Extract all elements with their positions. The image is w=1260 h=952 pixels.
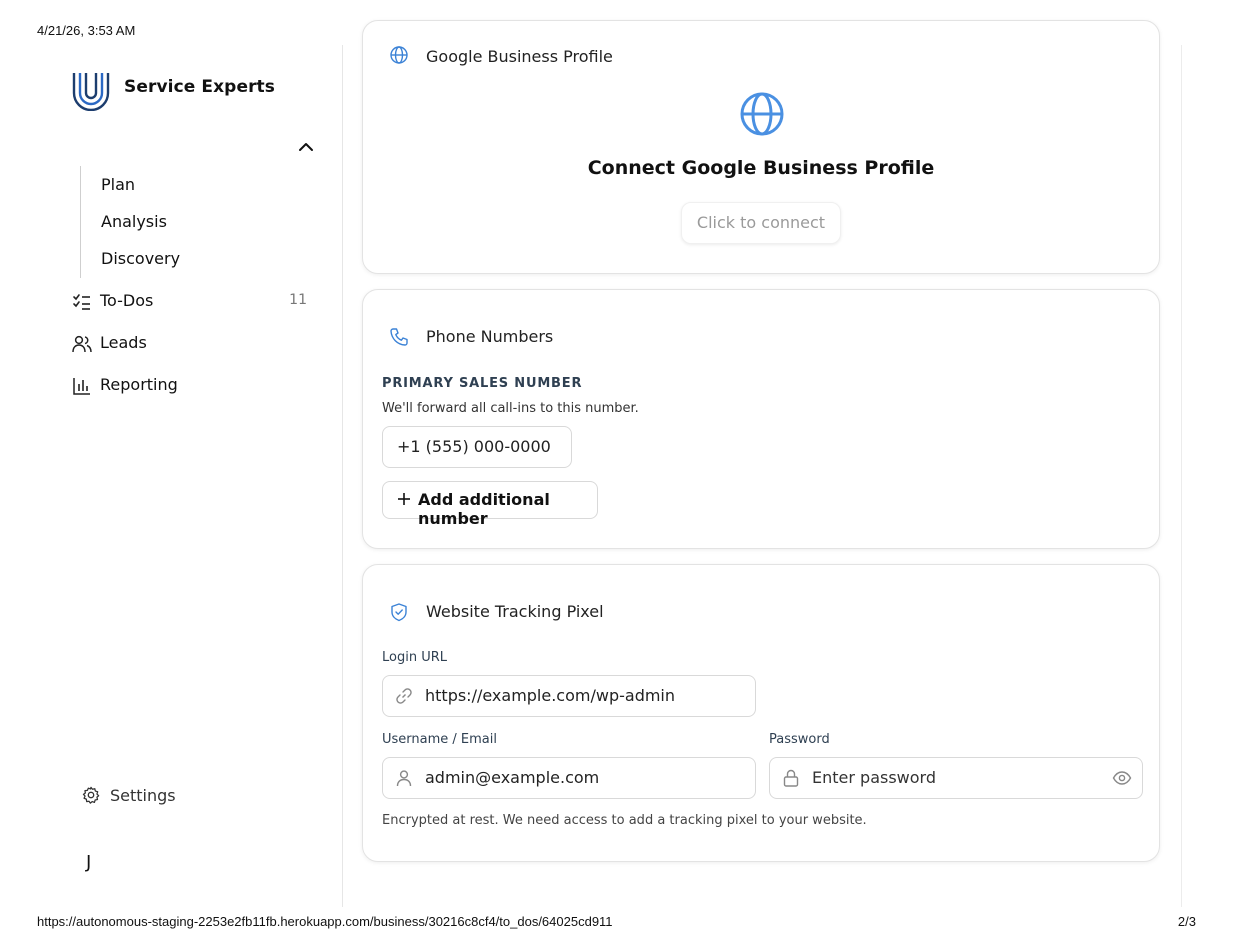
print-page-number: 2/3 xyxy=(1177,914,1196,929)
nav-item-todos[interactable] xyxy=(72,288,314,316)
click-to-connect-button[interactable]: Click to connect xyxy=(681,202,841,244)
checklist-icon xyxy=(72,292,92,312)
password-placeholder: Enter password xyxy=(812,768,936,787)
gear-icon xyxy=(82,786,100,804)
card-title: Phone Numbers xyxy=(426,327,554,346)
google-business-profile-card xyxy=(362,20,1160,274)
forwarding-help-text: We'll forward all call-ins to this number. xyxy=(382,401,639,416)
lock-icon xyxy=(781,768,801,788)
phone-numbers-card xyxy=(362,289,1160,549)
password-input[interactable] xyxy=(769,757,1143,799)
password-label: Password xyxy=(769,732,830,747)
login-url-value: https://example.com/wp-admin xyxy=(425,686,676,705)
nav-item-label: Leads xyxy=(100,333,147,352)
nav-item-leads[interactable] xyxy=(72,330,314,358)
brand-logo-icon xyxy=(72,71,110,111)
user-avatar[interactable]: J xyxy=(86,852,92,873)
add-additional-number-button[interactable] xyxy=(382,481,598,528)
username-value: admin@example.com xyxy=(425,768,600,787)
eye-icon[interactable] xyxy=(1112,768,1132,788)
primary-sales-number-label: PRIMARY SALES NUMBER xyxy=(382,376,583,391)
brand-name: Service Experts xyxy=(124,77,275,97)
encryption-note: Encrypted at rest. We need access to add a tracking pixel to your website. xyxy=(382,813,867,828)
sidebar xyxy=(0,45,343,907)
nav-item-label: Reporting xyxy=(100,375,178,394)
link-icon xyxy=(394,686,414,706)
users-icon xyxy=(72,334,92,354)
chevron-up-icon[interactable] xyxy=(297,139,315,155)
website-tracking-pixel-card xyxy=(362,564,1160,862)
subnav-item-plan[interactable]: Plan xyxy=(101,175,136,194)
print-url: https://autonomous-staging-2253e2fb11fb.herokuapp.com/business/30216c8cf4/to_dos/64025cd911 xyxy=(37,914,613,929)
username-input[interactable] xyxy=(382,757,756,799)
add-number-label: Add additional number xyxy=(418,490,550,528)
user-icon xyxy=(394,768,414,788)
username-label: Username / Email xyxy=(382,732,497,747)
subnav-item-discovery[interactable]: Discovery xyxy=(101,249,181,268)
login-url-label: Login URL xyxy=(382,650,447,665)
phone-icon xyxy=(389,327,409,347)
card-title: Google Business Profile xyxy=(426,47,613,66)
globe-large-icon xyxy=(739,91,785,137)
nav-item-reporting[interactable] xyxy=(72,372,314,400)
settings-label: Settings xyxy=(110,786,176,805)
todos-count-badge: 11 xyxy=(289,292,307,308)
card-title: Website Tracking Pixel xyxy=(426,602,604,621)
shield-check-icon xyxy=(389,602,409,622)
print-datetime: 4/21/26, 3:53 AM xyxy=(37,23,136,38)
nav-item-label: To-Dos xyxy=(100,291,154,310)
connect-heading: Connect Google Business Profile xyxy=(587,157,935,179)
login-url-input[interactable] xyxy=(382,675,756,717)
phone-number-value: +1 (555) 000-0000 xyxy=(397,437,551,456)
subnav-rail xyxy=(80,166,81,278)
subnav-item-analysis[interactable]: Analysis xyxy=(101,212,167,231)
primary-phone-input[interactable] xyxy=(382,426,572,468)
settings-link[interactable] xyxy=(82,784,242,810)
bar-chart-icon xyxy=(72,376,92,396)
plus-icon xyxy=(396,491,412,507)
globe-icon xyxy=(389,45,409,65)
content-right-divider xyxy=(1181,45,1182,907)
